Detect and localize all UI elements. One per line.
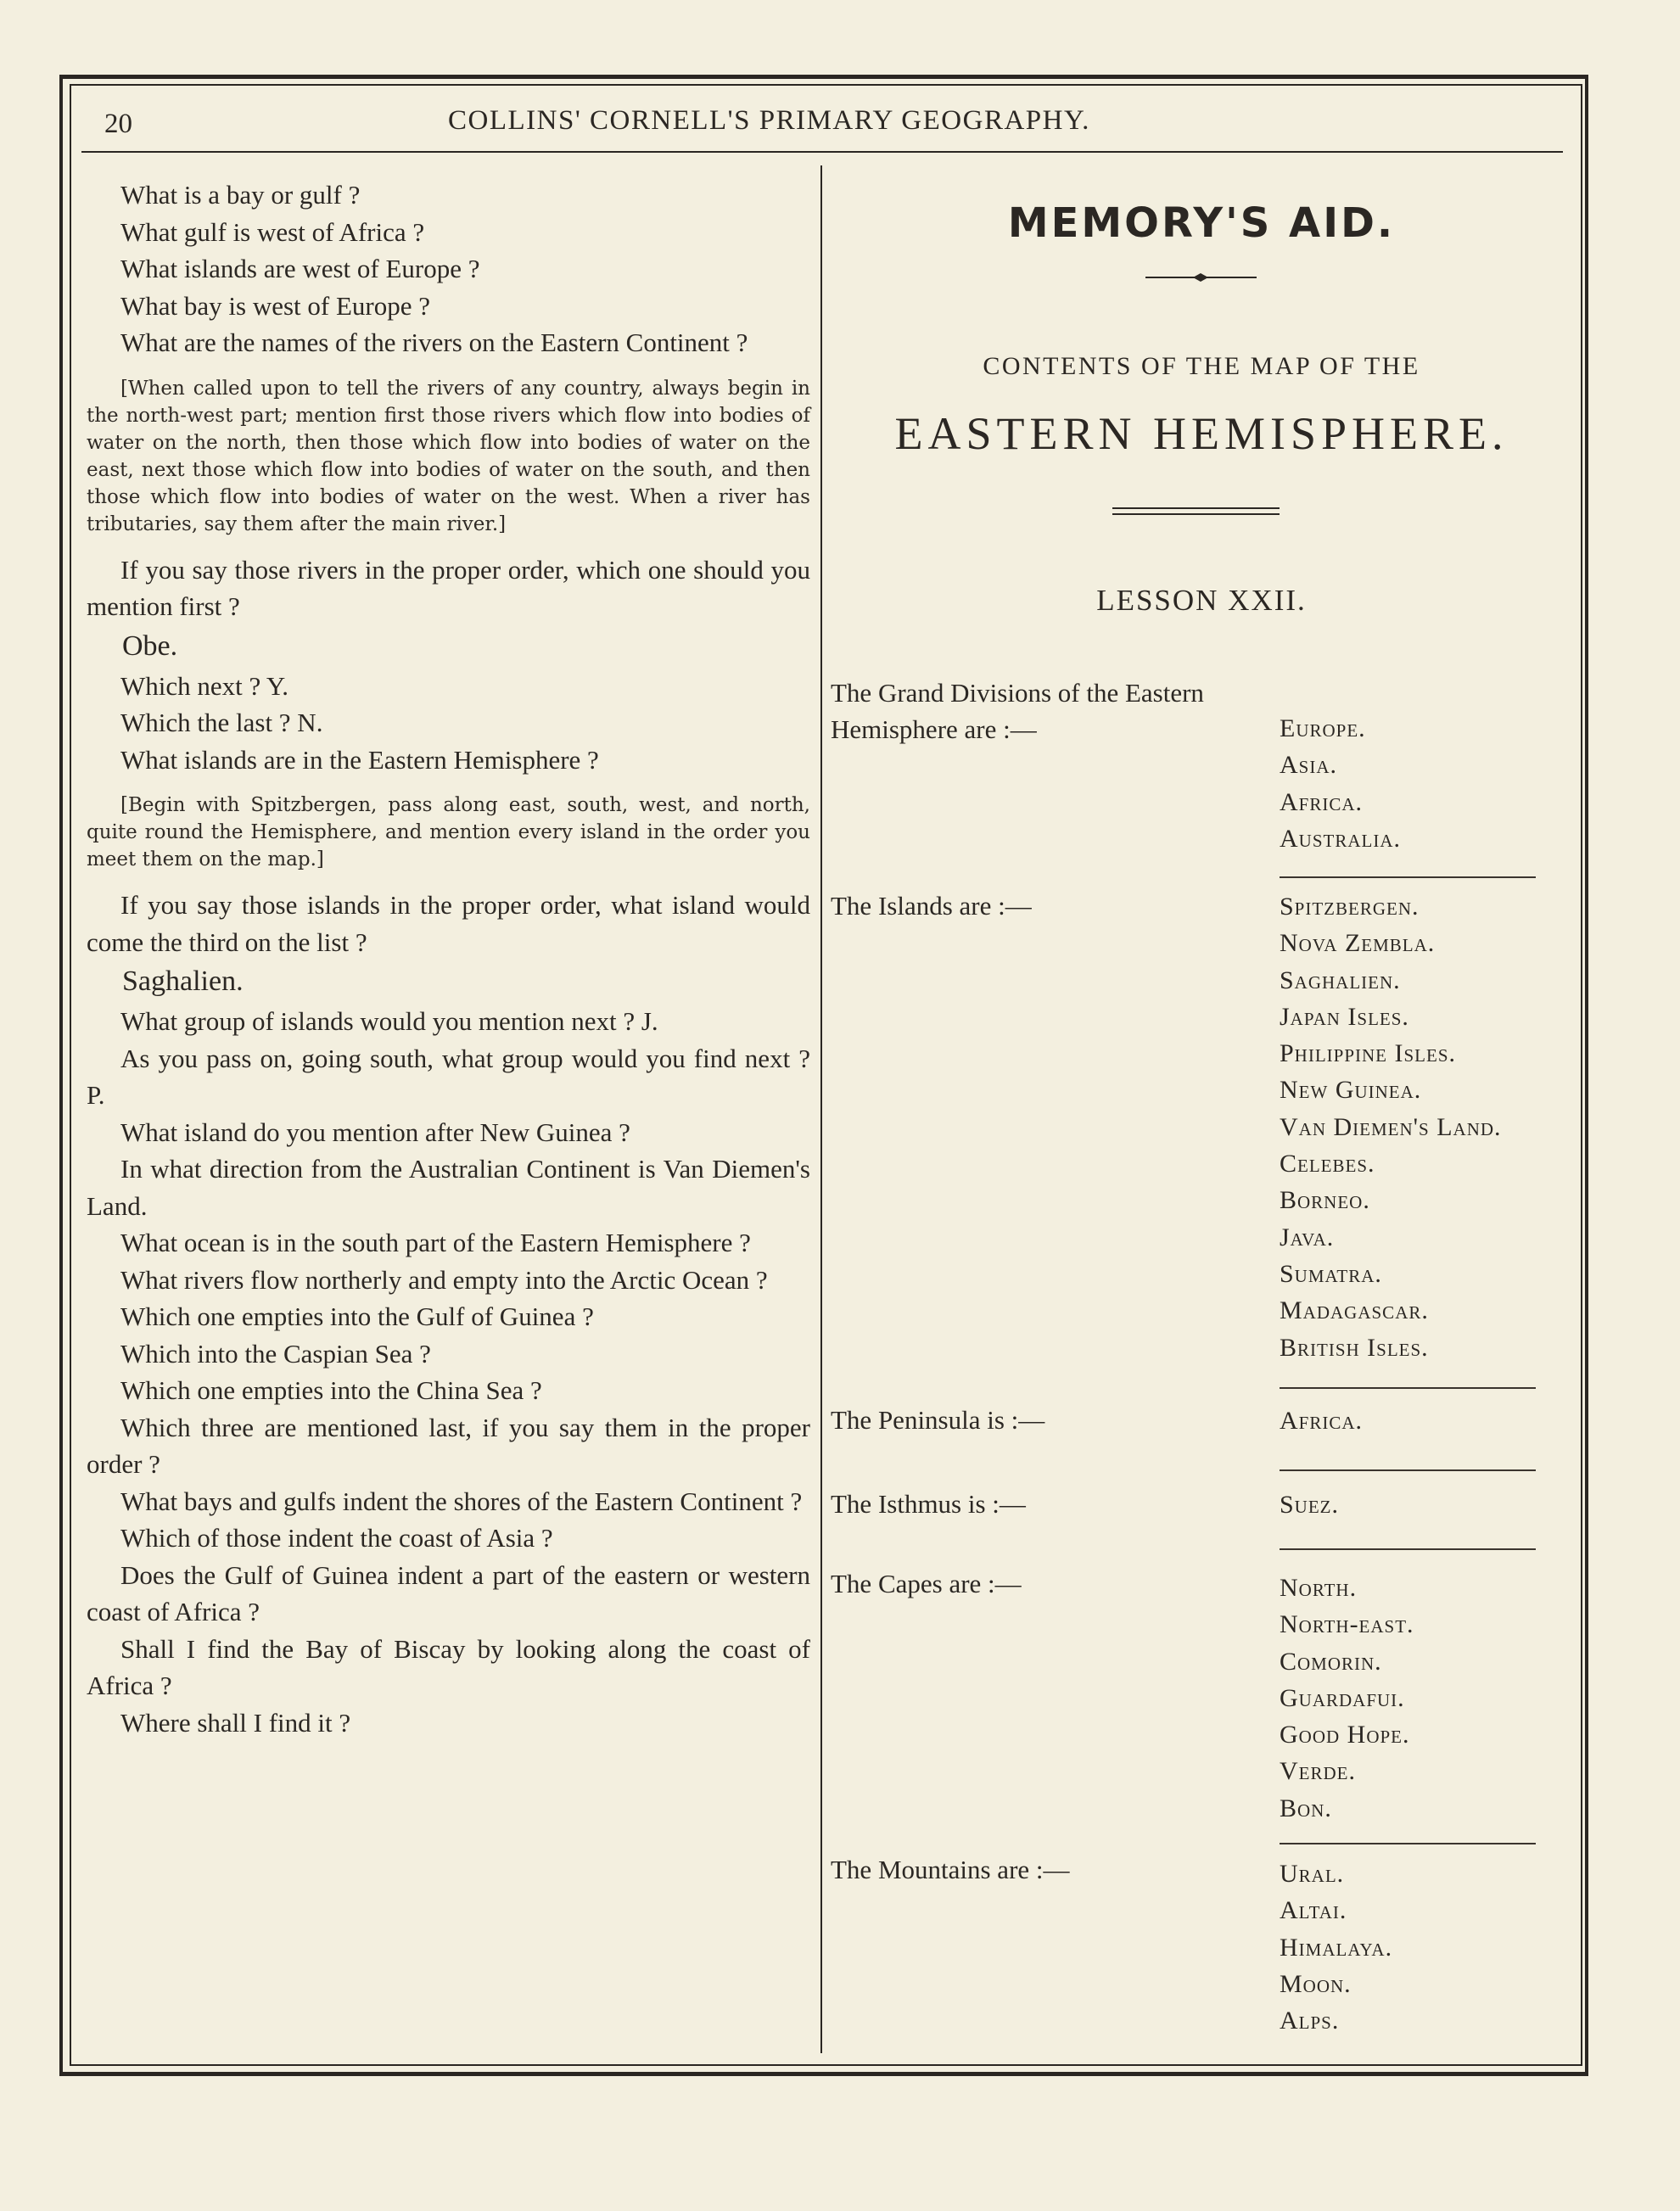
list-item: Asia. [1280,751,1338,780]
islands-label: The Islands are :— [831,891,1032,921]
frame-rule-right-inner [1581,84,1582,2066]
mountains-label: The Mountains are :— [831,1855,1070,1884]
diamond-ornament-icon [822,269,1581,286]
question: Shall I find the Bay of Biscay by looking along the coast of Africa ? [87,1633,810,1700]
list-item: Borneo. [1280,1186,1370,1215]
list-item: Africa. [1280,787,1364,816]
list-item: Philippine Isles. [1280,1039,1457,1068]
question: What islands are west of Europe ? [120,254,480,283]
list-item: North. [1280,1574,1358,1602]
list-item: New Guinea. [1280,1076,1422,1105]
question: Which three are mentioned last, if you say them in the proper order ? [87,1412,810,1479]
divisions-list [1280,710,1401,857]
question: Where shall I find it ? [120,1707,351,1738]
question: What islands are in the Eastern Hemisphere ? [120,744,599,775]
question: What rivers flow northerly and empty into the Arctic Ocean ? [120,1264,768,1295]
list-item: North-east. [1280,1610,1414,1639]
answer: Saghalien. [122,966,244,997]
question: In what direction from the Australian Continent is Van Diemen's Land. [87,1154,810,1221]
capes-label: The Capes are :— [831,1569,1022,1598]
frame-rule-bottom-inner [70,2064,1582,2066]
question: What are the names of the rivers on the Eastern Continent ? [120,327,748,357]
question: Which the last ? N. [120,708,323,737]
list-item: Madagascar. [1280,1296,1429,1325]
running-title: COLLINS' CORNELL'S PRIMARY GEOGRAPHY. [448,105,1090,136]
section-rule [1280,1469,1536,1471]
question: As you pass on, going south, what group would you find next ? P. [87,1043,810,1110]
peninsula-list [1280,1402,1363,1439]
list-item: Alps. [1280,2007,1340,2035]
list-item: Spitzbergen. [1280,893,1420,921]
list-item: Africa. [1280,1407,1364,1435]
question: Which into the Caspian Sea ? [120,1338,431,1369]
page-number: 20 [104,109,132,139]
list-item: Saghalien. [1280,966,1401,994]
lesson-title: LESSON XXII. [1096,584,1307,617]
question: Which one empties into the Gulf of Guinea ? [120,1301,594,1331]
instruction-note-islands: [Begin with Spitzbergen, pass along east, south, west, and north, quite round the Hemisphere, and mention every island in the order you meet them on the map.] [87,794,810,870]
divisions-label: The Grand Divisions of the Eastern Hemisphere are :— [831,678,1204,744]
list-item: Guardafui. [1280,1683,1405,1712]
header-rule [81,151,1563,153]
list-item: Altai. [1280,1896,1347,1925]
islands-list [1280,888,1502,1366]
question: What gulf is west of Africa ? [120,216,425,247]
isthmus-list [1280,1486,1339,1523]
list-item: British Isles. [1280,1333,1429,1362]
question: What is a bay or gulf ? [120,180,361,210]
section-rule [1280,1843,1536,1844]
question: What bays and gulfs indent the shores of the Eastern Continent ? [120,1486,803,1516]
frame-rule-top-inner [70,84,1582,86]
peninsula-label: The Peninsula is :— [831,1405,1045,1435]
frame-rule-top-outer [59,75,1588,79]
mountains-list [1280,1856,1392,2039]
question: Which next ? Y. [120,670,289,701]
memorys-aid-column [822,165,1581,2053]
list-item: Verde. [1280,1757,1356,1786]
frame-rule-right-outer [1585,75,1588,2075]
list-item: Nova Zembla. [1280,929,1436,958]
question: What group of islands would you mention next ? J. [120,1006,658,1036]
question: If you say those islands in the proper order, what island would come the third on the list ? [87,890,810,957]
frame-rule-left-outer [59,75,63,2075]
list-item: Van Diemen's Land. [1280,1112,1502,1141]
question: Which one empties into the China Sea ? [120,1375,542,1405]
question: What ocean is in the south part of the Eastern Hemisphere ? [120,1228,751,1257]
list-item: Celebes. [1280,1150,1375,1178]
frame-rule-left-inner [70,84,71,2066]
instruction-note-rivers: [When called upon to tell the rivers of any country, always begin in the north-west part; mention first those rivers which flow into bodies of water on the north, then those which flow into bodies of water on the east, next those which flow into bodies of water on the south, and then those which flow into bodies of water on the west. When a river has tributaries, say them after the main river.] [87,377,810,535]
contents-heading: CONTENTS OF THE MAP OF THE [983,352,1420,380]
capes-list [1280,1570,1414,1827]
section-rule [1280,876,1536,878]
list-item: Good Hope. [1280,1721,1410,1749]
list-item: Moon. [1280,1969,1352,1998]
list-item: Sumatra. [1280,1259,1382,1288]
list-item: Comorin. [1280,1647,1382,1676]
list-item: Bon. [1280,1794,1332,1822]
list-item: Europe. [1280,714,1366,742]
question: Which of those indent the coast of Asia ? [120,1523,553,1553]
question: What bay is west of Europe ? [120,290,430,321]
answer: Obe. [122,630,178,662]
question: Does the Gulf of Guinea indent a part of the eastern or western coast of Africa ? [87,1559,810,1626]
list-item: Australia. [1280,824,1401,853]
list-item: Java. [1280,1223,1335,1251]
isthmus-label: The Isthmus is :— [831,1489,1026,1519]
list-item: Himalaya. [1280,1933,1393,1962]
list-item: Japan Isles. [1280,1002,1409,1031]
double-rule-divider [822,505,1581,517]
list-item: Ural. [1280,1860,1345,1888]
review-questions-column [87,176,810,1741]
question: If you say those rivers in the proper order, which one should you mention first ? [87,554,810,621]
hemisphere-title: EASTERN HEMISPHERE. [894,408,1509,459]
section-rule [1280,1387,1536,1389]
list-item: Suez. [1280,1491,1340,1519]
question: What island do you mention after New Guinea ? [120,1117,630,1147]
section-title: MEMORY'S AID. [1007,199,1396,247]
section-label [831,674,1263,747]
section-rule [1280,1548,1536,1550]
frame-rule-bottom-outer [59,2072,1588,2076]
